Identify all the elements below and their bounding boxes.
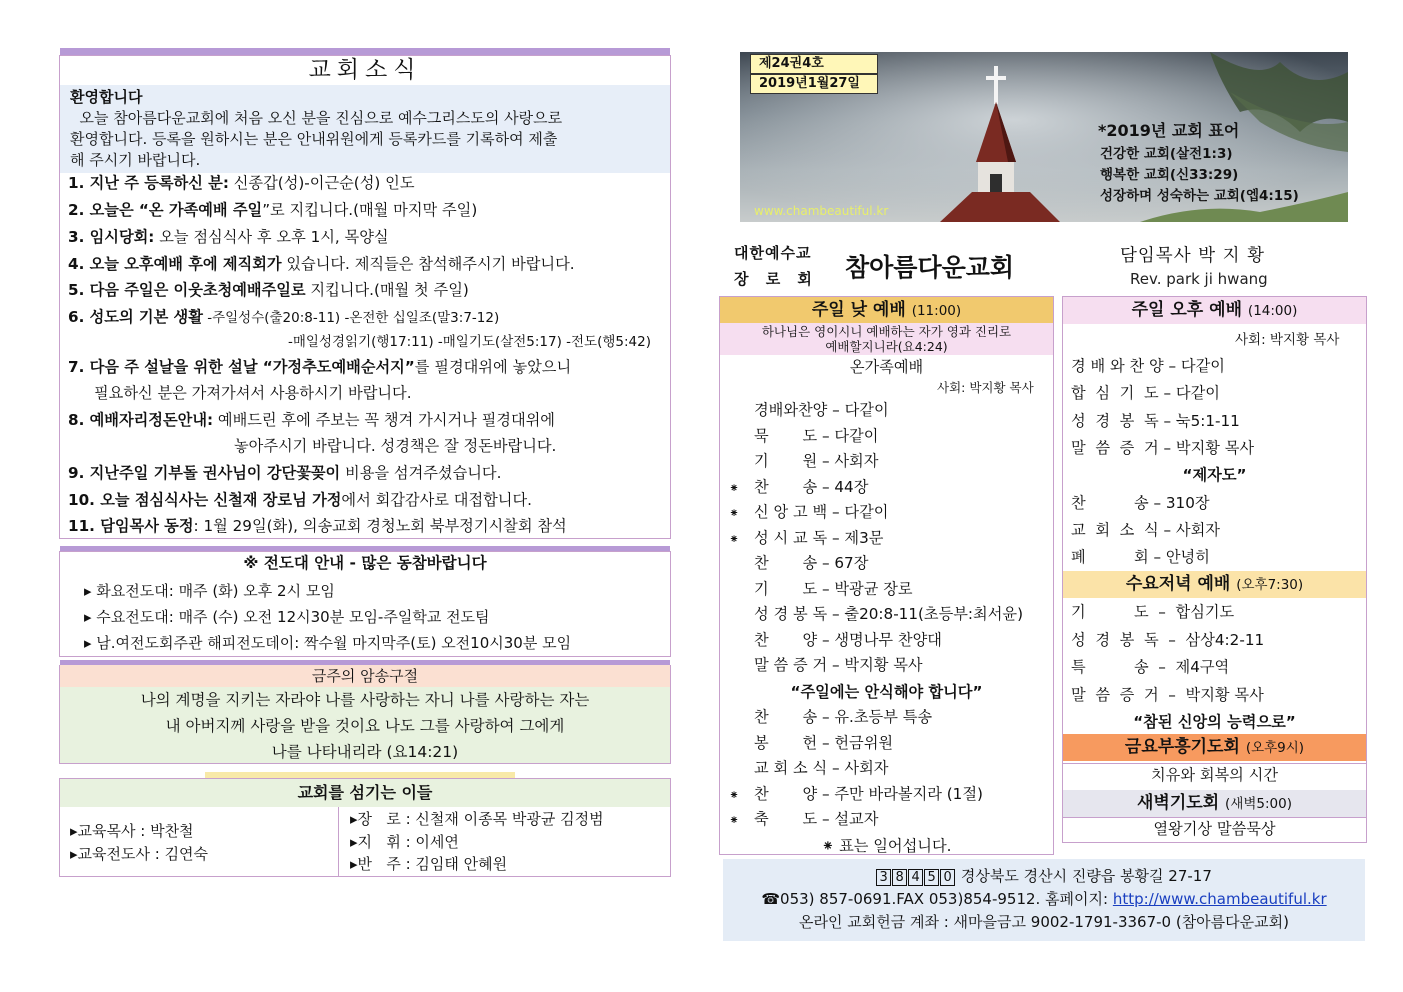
news-item: 1. 지난 주 등록하신 분: 신종갑(성)-이근순(성) 인도 bbox=[68, 174, 415, 192]
pastor-name-english: Rev. park ji hwang bbox=[1130, 270, 1268, 288]
sunday-am-heading: 주일 낮 예배 (11:00) bbox=[720, 297, 1053, 323]
order-row: 말 씀 증 거 – 박지황 목사 bbox=[1071, 438, 1255, 457]
standing-mark: ⁕ bbox=[729, 506, 740, 520]
news-item: 11. 담임목사 동정: 1월 29일(화), 의송교회 경청노회 북부정기시찰회 참석 bbox=[68, 517, 567, 535]
news-item: 놓아주시기 바랍니다. 성경책은 잘 정돈바랍니다. bbox=[234, 437, 557, 455]
pm-divider bbox=[1063, 817, 1366, 818]
servant-entry: ▸교육전도사 : 김연숙 bbox=[70, 845, 209, 863]
footer-account: 온라인 교회헌금 계좌 : 새마을금고 9002-1791-3367-0 (참아름다운교회) bbox=[799, 913, 1289, 931]
issue-date: 2019년1월27일 bbox=[750, 74, 878, 94]
order-row: 찬 송 – 67장 bbox=[754, 554, 869, 572]
verse-heading: 금주의 암송구절 bbox=[60, 665, 670, 687]
sermon-title: “제자도” bbox=[1182, 466, 1247, 485]
denomination-line: 대한예수교 bbox=[734, 244, 812, 262]
standing-mark: ⁕ bbox=[729, 813, 740, 827]
order-row: 찬 양 – 주만 바라볼지라 (1절) bbox=[754, 784, 983, 803]
news-item: -매일성경읽기(행17:11) -매일기도(살전5:17) -전도(행5:42) bbox=[288, 334, 651, 350]
order-row: 경 배 와 찬 양 – 다같이 bbox=[1071, 357, 1225, 375]
footer bbox=[723, 859, 1365, 941]
news-item: 6. 성도의 기본 생활 -주일성수(출20:8-11) -온전한 십일조(말3:7-12) bbox=[68, 308, 500, 326]
order-row: 찬 송 – 310장 bbox=[1071, 493, 1210, 512]
dawn-heading: 새벽기도회 (새벽5:00) bbox=[1063, 790, 1366, 817]
mission-item: ▸ 수요전도대: 매주 (수) 오전 12시30분 모임-주일학교 전도팀 bbox=[84, 608, 490, 626]
standing-mark: ⁕ bbox=[729, 787, 740, 802]
servant-entry: ▸지 휘 : 이세연 bbox=[350, 833, 459, 851]
order-row: 경배와찬양 – 다같이 bbox=[754, 401, 889, 419]
pastor-name: 담임목사 박 지 황 bbox=[1120, 246, 1266, 266]
friday-description: 치유와 회복의 시간 bbox=[1150, 766, 1279, 784]
order-row: 교 회 소 식 – 사회자 bbox=[1071, 520, 1220, 539]
wednesday-heading: 수요저녁 예배 (오후7:30) bbox=[1063, 571, 1366, 598]
welcome-line: 환영합니다. 등록을 원하시는 분은 안내위원에게 등록카드를 기록하여 제출 bbox=[70, 130, 558, 148]
church-name: 참아름다운교회 bbox=[845, 253, 1015, 282]
order-row: 찬 송 – 유.초등부 특송 bbox=[754, 708, 933, 726]
servants-divider bbox=[338, 807, 339, 877]
order-row: 기 도 – 박광균 장로 bbox=[754, 579, 913, 598]
sunday-pm-presider: 사회: 박지황 목사 bbox=[1235, 332, 1340, 348]
homepage-link[interactable]: http://www.chambeautiful.kr bbox=[1112, 890, 1327, 908]
sermon-title: “주일에는 안식해야 합니다” bbox=[790, 682, 983, 701]
sunday-pm-heading: 주일 오후 예배 (14:00) bbox=[1063, 297, 1366, 324]
order-row: 성 경 봉 독 – 눅5:1-11 bbox=[1071, 411, 1240, 430]
news-item: 4. 오늘 오후예배 후에 제직회가 있습니다. 제직들은 참석해주시기 바랍니다. bbox=[68, 255, 575, 273]
order-row: 합 심 기 도 – 다같이 bbox=[1071, 384, 1220, 403]
footer-address: 3 8 4 5 0 경상북도 경산시 진량읍 봉황길 27-17 bbox=[723, 865, 1365, 888]
motto-line: 건강한 교회(살전1:3) bbox=[1100, 146, 1233, 162]
standing-mark: ⁕ bbox=[729, 531, 740, 546]
verse-line: 내 아버지께 사랑을 받을 것이요 나도 그를 사랑하여 그에게 bbox=[165, 717, 565, 735]
motto-line: 성장하며 성숙하는 교회(엡4:15) bbox=[1100, 188, 1299, 204]
news-item: 필요하신 분은 가져가셔서 사용하시기 바랍니다. bbox=[94, 384, 412, 402]
welcome-line: 오늘 참아름다운교회에 처음 오신 분을 진심으로 예수그리스도의 사랑으로 bbox=[70, 109, 563, 127]
mission-item: ▸ 화요전도대: 매주 (화) 오후 2시 모임 bbox=[84, 582, 335, 600]
news-item: 10. 오늘 점심식사는 신철재 장로님 가정에서 회갑감사로 대접합니다. bbox=[68, 491, 532, 509]
news-item: 9. 지난주일 기부돌 권사님이 강단꽃꽂이 비용을 섬겨주셨습니다. bbox=[68, 464, 502, 482]
servant-entry: ▸반 주 : 김임태 안혜원 bbox=[350, 855, 508, 873]
order-row: 특 송 – 제4구역 bbox=[1071, 658, 1230, 676]
order-row: 묵 도 – 다같이 bbox=[754, 426, 879, 445]
order-row: 축 도 – 설교자 bbox=[754, 810, 879, 828]
verse-body bbox=[60, 687, 670, 763]
news-item: 2. 오늘은 “온 가족예배 주일”로 지킵니다.(매월 마지막 주일) bbox=[68, 201, 478, 219]
order-row: 교 회 소 식 – 사회자 bbox=[754, 759, 889, 777]
hero-website: www.chambeautiful.kr bbox=[754, 204, 889, 218]
sermon-title: “참된 신앙의 능력으로” bbox=[1133, 713, 1296, 731]
news-item: 8. 예배자리정돈안내: 예배드린 후에 주보는 꼭 챙겨 가시거나 필경대위에 bbox=[68, 411, 555, 429]
motto-title: *2019년 교회 표어 bbox=[1098, 121, 1240, 140]
dawn-description: 열왕기상 말씀묵상 bbox=[1153, 820, 1276, 838]
news-title: 교회소식 bbox=[308, 57, 422, 83]
order-row: 신 앙 고 백 – 다같이 bbox=[754, 503, 889, 521]
welcome-heading: 환영합니다 bbox=[70, 88, 143, 106]
order-row: 성 시 교 독 – 제3문 bbox=[754, 528, 884, 547]
news-item: 5. 다음 주일은 이웃초청예배주일로 지킵니다.(매월 첫 주일) bbox=[68, 281, 469, 299]
news-item: 3. 임시당회: 오늘 점심식사 후 오후 1시, 목양실 bbox=[68, 228, 389, 246]
footer-contact: ☎053) 857-0691.FAX 053)854-9512. 홈페이지: http://www.chambeautiful.kr bbox=[761, 890, 1327, 908]
welcome-section bbox=[60, 85, 670, 173]
pm-divider bbox=[1063, 763, 1366, 764]
order-row: 성 경 봉 독 – 삼상4:2-11 bbox=[1071, 630, 1265, 649]
order-row: 기 원 – 사회자 bbox=[754, 452, 879, 470]
standing-note: ⁕ 표는 일어섭니다. bbox=[821, 836, 952, 855]
mission-heading: ※ 전도대 안내 - 많은 동참바랍니다 bbox=[243, 554, 487, 572]
verse-line: 나의 계명을 지키는 자라야 나를 사랑하는 자니 나를 사랑하는 자는 bbox=[140, 691, 590, 709]
news-top-bar bbox=[60, 48, 670, 55]
sunday-am-verse: 하나님은 영이시니 예배하는 자가 영과 진리로 예배할지니라(요4:24) bbox=[720, 323, 1053, 355]
servant-entry: ▸교육목사 : 박찬철 bbox=[70, 822, 194, 840]
friday-heading: 금요부흥기도회 (오후9시) bbox=[1063, 734, 1366, 761]
mission-item: ▸ 남.여전도회주관 해피전도데이: 짝수월 마지막주(토) 오전10시30분 모임 bbox=[84, 634, 572, 652]
welcome-line: 해 주시기 바랍니다. bbox=[70, 151, 201, 169]
order-row: 찬 송 – 44장 bbox=[754, 477, 869, 496]
sunday-am-presider: 사회: 박지황 목사 bbox=[937, 380, 1034, 395]
standing-mark: ⁕ bbox=[729, 480, 740, 495]
verse-line: 나를 나타내리라 (요14:21) bbox=[271, 743, 459, 761]
servants-heading: 교회를 섬기는 이들 bbox=[60, 779, 670, 807]
denomination-line: 장 로 회 bbox=[734, 270, 818, 288]
news-item: 7. 다음 주 설날을 위한 설날 “가정추도예배순서지”를 필경대위에 놓았으니 bbox=[68, 358, 572, 376]
order-row: 성 경 봉 독 – 출20:8-11(초등부:최서윤) bbox=[754, 605, 1023, 623]
order-row: 폐 회 – 안녕히 bbox=[1071, 548, 1210, 567]
motto-line: 행복한 교회(신33:29) bbox=[1100, 167, 1239, 183]
order-row: 찬 양 – 생명나무 찬양대 bbox=[754, 630, 942, 649]
servant-entry: ▸장 로 : 신철재 이종목 박광균 김정범 bbox=[350, 810, 604, 828]
issue-number: 제24권4호 bbox=[750, 54, 878, 74]
order-row: 말 씀 증 거 – 박지황 목사 bbox=[754, 656, 923, 674]
order-row: 기 도 – 합심기도 bbox=[1071, 603, 1235, 621]
order-row: 봉 헌 – 헌금위원 bbox=[754, 733, 894, 752]
sunday-am-subtitle: 온가족예배 bbox=[849, 358, 924, 376]
order-row: 말 씀 증 거 – 박지황 목사 bbox=[1071, 685, 1264, 704]
